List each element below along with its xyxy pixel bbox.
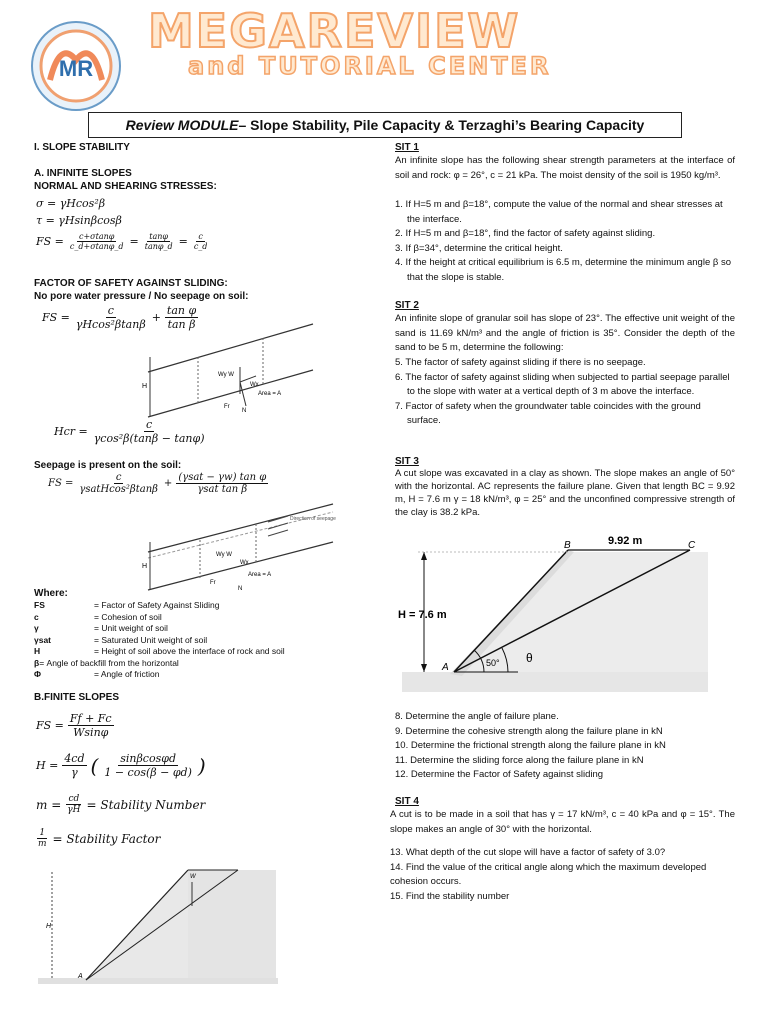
eq-h-finite: H = $\frac{4cd}{\gamma}$ ( $\frac{\sin\beta\cos\varphi d}{1 - \cos(\beta - \varphi d)}$ ) [36,752,206,779]
stability-number-label: = Stability Number [86,797,206,812]
eq-fs-finite: FS = $\frac{Ff + Fc}{Wsin\varphi}$ [36,712,112,739]
def-value: = Factor of Safety Against Sliding [94,600,220,610]
def-key: Φ [34,669,41,679]
frac-den: c_d+σtanφ_d [69,242,124,251]
seepage-slope-diagram [138,502,338,594]
question-item: 6. The factor of safety against sliding when subjected to partial seepage parallel to the slope with water at a vertical depth of 3 m above the interface. [395,371,730,397]
eq-sigma: σ = γHcos²β [36,197,106,210]
fraction [77,472,160,495]
diagram-label: Fr [224,404,230,410]
frac-den: Wsinφ [73,726,109,739]
eq-hcr [54,418,207,445]
fig-height-label: H = 7.6 m [398,609,447,621]
frac-num: tanφ [149,232,169,241]
diagram-label: H [142,383,148,390]
question-item: 8. Determine the angle of failure plane. [395,711,559,722]
definition-row [34,635,334,647]
frac-num: c [115,472,122,483]
def-value: = Saturated Unit weight of soil [94,634,208,645]
frac-den: c_d [193,242,208,251]
h-label: H = [36,759,59,772]
diagram-label: N [238,586,243,592]
question-item: 5. The factor of safety against sliding if there is no seepage. [395,357,646,368]
sit2-heading: SIT 2 [395,300,419,311]
def-value: = Cohesion of soil [94,611,162,622]
stresses-heading: NORMAL AND SHEARING STRESSES: [34,181,217,192]
def-key: γ [34,623,39,633]
frac-num: c [198,232,203,241]
fig-point-c: C [688,540,696,551]
def-key: H [34,646,41,656]
no-pore-heading: No pore water pressure / No seepage on soil: [34,291,249,302]
frac-den: γH [67,805,81,815]
question-item: 9. Determine the cohesive strength along the failure plane in kN [395,725,663,737]
question-item: 14. Find the value of the critical angle along which the maximum developed cohesion occurs. [390,861,707,887]
section-heading: I. SLOPE STABILITY [34,142,130,153]
question-item: 15. Find the stability number [390,890,510,902]
sit2-text: An infinite slope of granular soil has slope of 23°. The effective unit weight of the sand is 11.69 kN/m³ and the angle of friction is 35°. Consider the depth of the sand to be 5 m, determine the following: [395,313,735,353]
fraction [143,232,175,251]
where-heading: Where: [34,588,68,599]
definition-row [34,669,334,681]
frac-num: sinβcosφd [120,752,176,765]
fraction [68,232,126,251]
frac-num: 4cd [64,752,85,765]
def-key: FS [34,600,45,610]
question-item: 13. What depth of the cut slope will have a factor of safety of 3.0? [390,847,666,858]
def-value: = Unit weight of soil [94,623,168,633]
sit3-heading: SIT 3 [395,456,419,467]
def-value: = Angle of backfill from the horizontal [39,657,179,668]
sit1-text: An infinite slope has the following shear strength parameters at the interface of soil and rock: φ = 26°, c = 21 kPa. The moist density of the soil is 1950 kg/m³. [395,155,735,181]
fraction [192,232,210,251]
fraction [176,472,268,495]
stability-factor-label: = Stability Factor [52,831,161,846]
infinite-heading: A. INFINITE SLOPES [34,168,132,179]
eq-stability-factor [36,828,160,849]
module-title-rest: – Slope Stability, Pile Capacity & Terzaghi’s Bearing Capacity [238,117,645,133]
frac-den: tanφ_d [144,242,173,251]
diagram-label: Direction of seepage [290,516,336,522]
frac-num: c+σtanφ [79,232,115,241]
def-key: γsat [34,634,52,645]
diagram-label: Area = A [258,391,282,397]
sit2-questions [395,356,735,429]
fraction [36,828,49,849]
sit4-heading: SIT 4 [395,796,419,807]
fraction [102,752,194,779]
diagram-label: Wx [240,560,249,566]
frac-num: 1 [39,828,46,838]
eq-tau: τ = γHsinβcosβ [36,214,122,227]
diagram-label: Fr [210,580,216,586]
eq-fs-basic: FS = $\frac{c+\sigma\tan\varphi}{c\_d+\sigma\tan\varphi\_d}$ = $\frac{\tan\varphi}{\tan\varphi\_d}$ = $\frac{c}{c\_d}$ [36,232,208,251]
frac-num: Ff + Fc [69,712,112,725]
def-key: β [34,657,40,668]
m-label: m = [36,797,62,812]
sit1-questions [395,198,735,285]
frac-num: (γsat − γw) tan φ [178,472,267,483]
finite-heading: B.FINITE SLOPES [34,692,120,703]
question-item: 7. Factor of safety when the groundwater table coincides with the ground surface. [395,400,701,426]
frac-den: γcos²β(tanβ − tanφ) [93,432,205,445]
diagram-label: H [142,563,148,570]
fig-bc-label: 9.92 m [608,535,643,547]
logo-text: MR [58,56,94,81]
question-item: 4. If the height at critical equilibrium is 6.5 m, determine the minimum angle β so that the slope is stable. [395,257,732,283]
question-item: 11. Determine the sliding force along the failure plane in kN [395,754,644,766]
fraction [74,304,148,331]
question-item: 12. Determine the Factor of Safety against sliding [395,769,604,780]
def-value: = Height of soil above the interface of rock and soil [94,646,285,656]
fs-label: FS = [36,235,64,248]
diagram-label: Wy W [218,372,234,378]
frac-den: γsatHcos²βtanβ [79,484,158,495]
fig-point-b: B [564,540,571,551]
question-item: 2. If H=5 m and β=18°, find the factor of safety against sliding. [395,228,656,239]
eq-fs-no-seepage: FS = $\frac{c}{\text{γHcos²βtanβ}}$ + $\frac{\text{tan φ}}{\text{tan β}}$ [42,304,197,331]
frac-den: tan β [167,318,196,331]
hcr-label: Hcr = [54,425,88,438]
infinite-slope-diagram [138,322,318,422]
seepage-heading: Seepage is present on the soil: [34,460,182,471]
frac-den: γ [71,766,78,779]
definitions-list [34,600,334,681]
question-item: 1. If H=5 m and β=18°, compute the value of the normal and shear stresses at the interface. [395,199,723,225]
frac-num: c [146,418,153,431]
frac-num: cd [68,794,80,804]
cut-slope-figure [398,530,710,698]
svg-text:W: W [190,874,196,880]
fraction [68,712,114,739]
question-item: 3. If β=34°, determine the critical height. [395,242,563,254]
eq-fs-seepage: FS = $\frac{c}{\text{γsatHcos²βtanβ}}$ + $\frac{\text{(γsat − γw) tan φ}}{\text{γsat tan β}}$ [48,472,267,495]
diagram-label: Wx [250,382,259,388]
fraction [62,752,86,779]
fraction [65,794,82,815]
eq-stability-number [36,794,205,815]
module-title [88,112,682,138]
fraction [92,418,207,445]
diagram-label: Area = A [248,572,272,578]
frac-num: c [107,304,114,317]
frac-den: m [38,839,47,849]
frac-num: tan φ [166,304,197,317]
fos-heading: FACTOR OF SAFETY AGAINST SLIDING: [34,278,228,289]
diagram-label: N [242,408,247,414]
definition-row [34,658,334,670]
sit1-heading: SIT 1 [395,142,419,153]
fig-theta-label: θ [526,651,533,665]
question-item: 10. Determine the frictional strength along the failure plane in kN [395,740,666,751]
diagram-label: Wy W [216,552,232,558]
brand-title: MEGAREVIEW [148,4,521,58]
svg-text:H: H [46,923,52,930]
brand-subtitle: and TUTORIAL CENTER [188,52,552,80]
finite-slope-diagram [38,866,278,986]
fig-angle-label: 50° [486,658,500,668]
logo [30,20,122,112]
definition-row [34,646,334,658]
frac-den: γHcos²βtanβ [75,318,146,331]
definition-row [34,612,334,624]
frac-den: γsat tan β [197,484,248,495]
sit4-questions [390,846,735,904]
frac-den: 1 − cos(β − φd) [104,766,192,779]
svg-text:A: A [78,973,83,980]
fig-point-a: A [442,662,449,673]
sit3-questions [395,710,735,783]
def-key: c [34,611,39,622]
definition-row [34,623,334,635]
def-value: = Angle of friction [94,669,160,679]
sit4-text: A cut is to be made in a soil that has γ = 17 kN/m³, c = 40 kPa and φ = 15°. The slope makes an angle of 30° with the horizontal. [390,809,735,835]
sit3-text: A cut slope was excavated in a clay as shown. The slope makes an angle of 50° with the horizontal. AC represents the failure plane. Given that length BC = 9.92 m, H = 7.6 m γ = 18 kN/m³, φ = 25° and the unconfined compressive strength of the clay is 38.2 kPa. [395,468,735,518]
module-title-italic: Review MODULE [125,117,239,133]
definition-row [34,600,334,612]
